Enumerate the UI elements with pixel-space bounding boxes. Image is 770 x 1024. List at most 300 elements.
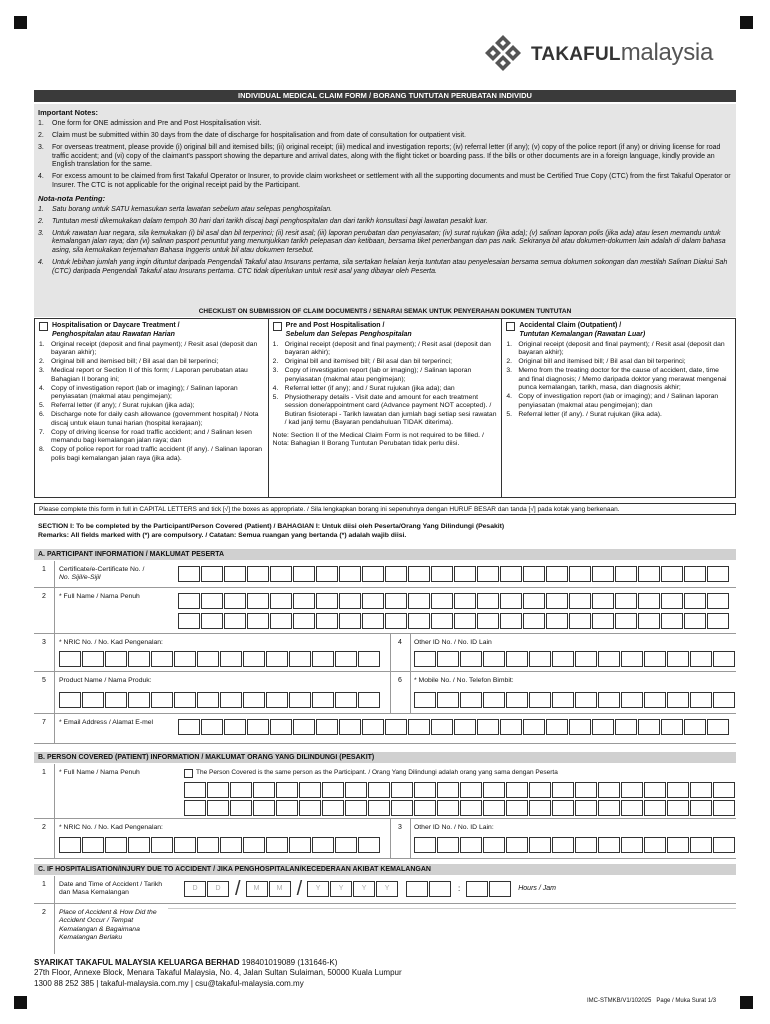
- char-box[interactable]: [362, 593, 384, 609]
- checklist-hospitalisation: Hospitalisation or Daycare Treatment / Penghospitalan atau Rawatan Harian 1. Original receipt (deposit and final payment); / Resit asal (deposit dan bayaran akhir); 2. Original bill and itemised bill; / Bil asal dan bil terperinci; 3. Medical report or Section II of this form; / Laporan perubatan atau Bahagian II borang ini; 4. Copy of investigation report (lab or imaging); / Salinan laporan penyiasatan (makmal atau pengimejan); 5. Referral letter (if any); / Surat rujukan (jika ada); 6. Discharge note for daily cash allowance (government hospital) / Nota discaj untuk elaun tunai harian (hospital kerajaan); 7. Copy of driving license for road traffic accident; and / Salinan lesen memandu bagi kemalangan jalan raya; dan 8. Copy of police report for road traffic accident (if any). / Salinan laporan polis bagi kemalangan jalan raya (jika ada).: [35, 319, 269, 497]
- char-box[interactable]: [460, 800, 482, 816]
- char-box[interactable]: [128, 692, 150, 708]
- char-box[interactable]: [437, 782, 459, 798]
- char-box[interactable]: [253, 800, 275, 816]
- char-box[interactable]: [201, 719, 223, 735]
- company-footer: SYARIKAT TAKAFUL MALAYSIA KELUARGA BERHAD 198401019089 (131646-K) 27th Floor, Annexe Block, Menara Takaful Malaysia, No. 4, Jalan Sultan Sulaiman, 50000 Kuala Lumpur 1300 88 252 385 | takaful-malaysia.com.my | csu@takaful-malaysia.com.my: [34, 958, 402, 988]
- char-box[interactable]: [483, 800, 505, 816]
- char-box[interactable]: [414, 837, 436, 853]
- char-box[interactable]: [243, 692, 265, 708]
- char-box[interactable]: [431, 719, 453, 735]
- char-box[interactable]: [59, 651, 81, 667]
- char-box[interactable]: [546, 566, 568, 582]
- char-box[interactable]: [385, 613, 407, 629]
- logo-mark-icon: [481, 33, 525, 73]
- char-box[interactable]: [408, 593, 430, 609]
- char-box[interactable]: [684, 566, 706, 582]
- registration-mark: [14, 996, 27, 1009]
- char-box[interactable]: [690, 651, 712, 667]
- char-box[interactable]: [546, 593, 568, 609]
- char-box[interactable]: [266, 837, 288, 853]
- char-box[interactable]: [667, 800, 689, 816]
- patient-nric-input[interactable]: [59, 837, 381, 853]
- char-box[interactable]: [592, 593, 614, 609]
- char-box[interactable]: [247, 613, 269, 629]
- char-box[interactable]: [460, 837, 482, 853]
- char-box[interactable]: [243, 651, 265, 667]
- char-box[interactable]: [506, 692, 528, 708]
- char-box[interactable]: [661, 613, 683, 629]
- char-box[interactable]: [483, 782, 505, 798]
- char-box[interactable]: [460, 782, 482, 798]
- registration-mark: [740, 996, 753, 1009]
- char-box[interactable]: [667, 651, 689, 667]
- char-box[interactable]: [178, 566, 200, 582]
- participant-name-input-line2[interactable]: [178, 613, 730, 629]
- char-box[interactable]: [483, 837, 505, 853]
- char-box[interactable]: [59, 692, 81, 708]
- char-box[interactable]: [454, 719, 476, 735]
- char-box[interactable]: [644, 782, 666, 798]
- char-box[interactable]: [128, 651, 150, 667]
- char-box[interactable]: [615, 566, 637, 582]
- certificate-number-input[interactable]: [178, 566, 730, 582]
- char-box[interactable]: [247, 593, 269, 609]
- checklist-item: 3. Medical report or Section II of this form; / Laporan perubatan atau Bahagian II borang ini;: [39, 367, 248, 383]
- char-box[interactable]: [437, 692, 459, 708]
- char-box[interactable]: [431, 613, 453, 629]
- char-box[interactable]: [184, 782, 206, 798]
- char-box[interactable]: [592, 566, 614, 582]
- mobile-number-input[interactable]: [414, 692, 736, 708]
- char-box[interactable]: [713, 837, 735, 853]
- char-box[interactable]: [500, 719, 522, 735]
- char-box[interactable]: [174, 692, 196, 708]
- accident-date-row: 1 Date and Time of Accident / Tarikh dan Masa Kemalangan D D / M M / Y Y Y Y : Hours / Jam: [34, 876, 736, 904]
- char-box[interactable]: [224, 566, 246, 582]
- char-box[interactable]: [385, 593, 407, 609]
- accident-date-input[interactable]: D D / M M / Y Y Y Y: [184, 881, 399, 897]
- char-box[interactable]: [460, 651, 482, 667]
- char-box[interactable]: [270, 719, 292, 735]
- participant-nric-input[interactable]: [59, 651, 381, 667]
- char-box[interactable]: [339, 593, 361, 609]
- char-box[interactable]: [224, 593, 246, 609]
- char-box[interactable]: [178, 593, 200, 609]
- char-box[interactable]: [414, 800, 436, 816]
- accident-place-row: 2 Place of Accident & How Did the Accident Occur / Tempat Kemalangan & Bagaimana Kemalangan Berlaku: [34, 904, 736, 954]
- char-box[interactable]: [385, 719, 407, 735]
- char-box[interactable]: [197, 837, 219, 853]
- char-box[interactable]: [615, 613, 637, 629]
- char-box[interactable]: [322, 782, 344, 798]
- char-box[interactable]: [293, 719, 315, 735]
- char-box[interactable]: [477, 613, 499, 629]
- registration-mark: [14, 16, 27, 29]
- char-box[interactable]: [201, 566, 223, 582]
- note-item-my: 2. Tuntutan mesti dikemukakan dalam tempoh 30 hari dari tarikh discaj bagi penghospitalan dan dari tarikh konsultasi bagi lawatan pesakit luar.: [38, 217, 488, 225]
- char-box[interactable]: [621, 800, 643, 816]
- checklist-item: 1. Original receipt (deposit and final payment); / Resit asal (deposit dan bayaran akhir);: [39, 340, 258, 357]
- char-box[interactable]: [546, 719, 568, 735]
- char-box[interactable]: [316, 719, 338, 735]
- char-box[interactable]: [289, 692, 311, 708]
- char-box[interactable]: [220, 651, 242, 667]
- char-box[interactable]: [358, 651, 380, 667]
- brand-name: TAKAFULmalaysia: [531, 39, 714, 66]
- char-box[interactable]: [345, 782, 367, 798]
- same-as-participant-checkbox[interactable]: [184, 769, 193, 778]
- char-box[interactable]: [615, 593, 637, 609]
- char-box[interactable]: [569, 593, 591, 609]
- char-box[interactable]: [569, 566, 591, 582]
- char-box[interactable]: [523, 719, 545, 735]
- char-box[interactable]: [506, 651, 528, 667]
- char-box[interactable]: [345, 800, 367, 816]
- patient-other-id-input[interactable]: [414, 837, 736, 853]
- checklist-item: 1. Original receipt (deposit and final payment); / Resit asal (deposit dan bayaran akhir);: [272, 340, 491, 357]
- char-box[interactable]: [621, 692, 643, 708]
- char-box[interactable]: [368, 782, 390, 798]
- char-box[interactable]: [178, 613, 200, 629]
- char-box[interactable]: [477, 593, 499, 609]
- char-box[interactable]: [690, 782, 712, 798]
- char-box[interactable]: [293, 613, 315, 629]
- char-box[interactable]: [174, 837, 196, 853]
- char-box[interactable]: [276, 782, 298, 798]
- char-box[interactable]: [289, 837, 311, 853]
- char-box[interactable]: [713, 651, 735, 667]
- char-box[interactable]: [316, 566, 338, 582]
- char-box[interactable]: [105, 651, 127, 667]
- checklist-note: Note: Section II of the Medical Claim Form is not required to be filled. / Nota: Bahagian II Borang Tuntutan Perubatan tidak perlu diisi.: [272, 431, 484, 448]
- char-box[interactable]: [529, 692, 551, 708]
- char-box[interactable]: [575, 692, 597, 708]
- char-box[interactable]: [598, 692, 620, 708]
- char-box[interactable]: [684, 593, 706, 609]
- char-box[interactable]: [690, 837, 712, 853]
- char-box[interactable]: [151, 837, 173, 853]
- char-box[interactable]: [408, 613, 430, 629]
- char-box[interactable]: [339, 719, 361, 735]
- checklist-item: 5. Referral letter (if any); / Surat rujukan (jika ada);: [39, 402, 195, 410]
- char-box[interactable]: [638, 566, 660, 582]
- char-box[interactable]: [299, 800, 321, 816]
- char-box[interactable]: [266, 692, 288, 708]
- char-box[interactable]: [178, 719, 200, 735]
- checklist-item: 4. Referral letter (if any); and / Surat rujukan (jika ada); dan: [272, 384, 455, 392]
- char-box[interactable]: [362, 613, 384, 629]
- accident-time-input[interactable]: : Hours / Jam: [406, 881, 556, 897]
- checklist-pre-post: Pre and Post Hospitalisation / Sebelum dan Selepas Penghospitalan 1. Original receipt (deposit and final payment); / Resit asal (deposit dan bayaran akhir); 2. Original bill and itemised bill; / Bil asal dan bil terperinci; 3. Copy of investigation report (lab or imaging); / Salinan laporan penyiasatan (makmal atau pengimejan); 4. Referral letter (if any); and / Surat rujukan (jika ada); dan 5. Physiotherapy details - Visit date and amount for each treatment session done/appointment card (Advance payment NOT accepted). / Butiran fisioterapi - Tarikh lawatan dan jumlah bagi setiap sesi rawatan / kad janji temu (Bayaran pendahuluan TIDAK diterima). Note: Section II of the Medical Claim Form is not required to be filled. / Nota: Bahagian II Borang Tuntutan Perubatan tidak perlu diisi.: [269, 319, 503, 497]
- registration-mark: [740, 16, 753, 29]
- char-box[interactable]: [224, 613, 246, 629]
- char-box[interactable]: [454, 613, 476, 629]
- char-box[interactable]: [201, 613, 223, 629]
- checklist-item: 6. Discharge note for daily cash allowance (government hospital) / Nota discaj untuk elaun tunai harian (hospital kerajaan);: [39, 411, 259, 427]
- char-box[interactable]: [523, 566, 545, 582]
- char-box[interactable]: [207, 800, 229, 816]
- checklist-item: 3. Copy of investigation report (lab or imaging); / Salinan laporan penyiasatan (makmal atau pengimejan);: [272, 367, 472, 383]
- char-box[interactable]: [293, 566, 315, 582]
- char-box[interactable]: [500, 566, 522, 582]
- char-box[interactable]: [289, 651, 311, 667]
- char-box[interactable]: [707, 593, 729, 609]
- note-item: 3. For overseas treatment, please provide (i) original bill and itemised bills; (ii) original receipt; (iii) medical and investigation reports; (iv) referral letter (if any); (v) copy of the police report (if any) or driving license for road traffic accident; and (vi) copy of the claimant's passport showing the departure and arrival dates, along with the flight ticket or boarding pass. If the bills or other documents are in a foreign language, kindly provide an English translation for the same.: [38, 143, 721, 169]
- char-box[interactable]: [253, 782, 275, 798]
- char-box[interactable]: [661, 593, 683, 609]
- char-box[interactable]: [408, 566, 430, 582]
- char-box[interactable]: [638, 593, 660, 609]
- notes-heading-my: Nota-nota Penting:: [38, 193, 106, 203]
- note-item-my: 3. Untuk rawatan luar negara, sila kemukakan (i) bil asal dan bil terperinci; (ii) resit asal; (iii) laporan perubatan dan penyiasatan; (iv) surat rujukan (jika ada); (v) salinan laporan polis (jika ada) atau lesen memandu untuk kemalangan jalan raya; dan (vi) salinan pasport penuntut yang menunjukkan tarikh pelepasan dan ketibaan, bersama tiket penerbangan dan pas naik. Sekiranya bil atau dokumen-dokumen lain adalah di dalam bahasa asing, sila kemukakan terjemahan Bahasa Inggeris untuk bil atau dokumen tersebut.: [38, 229, 726, 254]
- char-box[interactable]: [151, 692, 173, 708]
- note-item-my: 4. Untuk lebihan jumlah yang ingin dituntut daripada Pengendali Takaful atau Insurans pertama, sila sertakan helaian kerja tuntutan atau penyelesaian bersama semua dokumen sokongan dan mestilah Salinan Diakui Sah (CTC) daripada Pengendali Takaful atau Insurans pertama. CTC tidak diperlukan untuk resit asal yang dibayar oleh Peserta.: [38, 258, 728, 275]
- char-box[interactable]: [569, 613, 591, 629]
- char-box[interactable]: [483, 651, 505, 667]
- char-box[interactable]: [638, 719, 660, 735]
- char-box[interactable]: [335, 837, 357, 853]
- char-box[interactable]: [266, 651, 288, 667]
- char-box[interactable]: [454, 566, 476, 582]
- char-box[interactable]: [128, 837, 150, 853]
- char-box[interactable]: [615, 719, 637, 735]
- char-box[interactable]: [506, 782, 528, 798]
- char-box[interactable]: [276, 800, 298, 816]
- char-box[interactable]: [575, 837, 597, 853]
- char-box[interactable]: [312, 692, 334, 708]
- char-box[interactable]: [247, 719, 269, 735]
- char-box[interactable]: [201, 593, 223, 609]
- char-box[interactable]: [621, 651, 643, 667]
- char-box[interactable]: [385, 566, 407, 582]
- char-box[interactable]: [59, 837, 81, 853]
- char-box[interactable]: [82, 692, 104, 708]
- char-box[interactable]: [575, 782, 597, 798]
- char-box[interactable]: [270, 593, 292, 609]
- checklist-item: 2. Original bill and itemised bill; / Bil asal dan bil terperinci;: [39, 358, 219, 366]
- char-box[interactable]: [220, 692, 242, 708]
- char-box[interactable]: [529, 782, 551, 798]
- accidental-checkbox[interactable]: [506, 322, 515, 331]
- char-box[interactable]: [667, 837, 689, 853]
- char-box[interactable]: [690, 692, 712, 708]
- char-box[interactable]: [575, 800, 597, 816]
- char-box[interactable]: [362, 566, 384, 582]
- checklist-item: 2. Original bill and itemised bill; / Bil asal dan bil terperinci;: [506, 358, 686, 366]
- char-box[interactable]: [431, 593, 453, 609]
- checklist-item: 8. Copy of police report for road traffic accident (if any). / Salinan laporan polis bagi kemalangan jalan raya (jika ada).: [39, 446, 263, 462]
- char-box[interactable]: [82, 651, 104, 667]
- char-box[interactable]: [293, 593, 315, 609]
- char-box[interactable]: [270, 613, 292, 629]
- char-box[interactable]: [224, 719, 246, 735]
- char-box[interactable]: [197, 692, 219, 708]
- char-box[interactable]: [644, 837, 666, 853]
- important-notes: [34, 104, 736, 317]
- accident-place-input[interactable]: [168, 908, 736, 950]
- patient-nric-row: 2 * NRIC No. / No. Kad Pengenalan: 3 Other ID No. / No. ID Lain:: [34, 819, 736, 859]
- char-box[interactable]: [713, 800, 735, 816]
- char-box[interactable]: [598, 837, 620, 853]
- char-box[interactable]: [569, 719, 591, 735]
- email-row: 7 * Email Address / Alamat E-mel: [34, 714, 736, 744]
- char-box[interactable]: [414, 651, 436, 667]
- email-input[interactable]: [178, 719, 730, 735]
- char-box[interactable]: [414, 782, 436, 798]
- checklist-item: 4. Copy of investigation report (lab or imaging); and / Salinan laporan penyiasatan (makmal atau pengimejan); dan: [506, 393, 719, 409]
- checklist: [34, 318, 736, 498]
- char-box[interactable]: [335, 651, 357, 667]
- char-box[interactable]: [684, 613, 706, 629]
- checklist-item: 2. Original bill and itemised bill; / Bil asal dan bil terperinci;: [272, 358, 453, 366]
- note-item: 4. For excess amount to be claimed from first Takaful Operator or Insurer, to provide claim worksheet or settlement with all the supporting documents and must be Certified True Copy (CTC) from the first Takaful Operator or Insurer. The CTC is not applicable for the original receipt paid by the Participant.: [38, 173, 731, 189]
- char-box[interactable]: [197, 651, 219, 667]
- char-box[interactable]: [339, 613, 361, 629]
- char-box[interactable]: [184, 800, 206, 816]
- char-box[interactable]: [713, 782, 735, 798]
- hospitalisation-checkbox[interactable]: [39, 322, 48, 331]
- char-box[interactable]: [598, 782, 620, 798]
- participant-name-row: 2 * Full Name / Nama Penuh: [34, 588, 736, 634]
- char-box[interactable]: [546, 613, 568, 629]
- char-box[interactable]: [322, 800, 344, 816]
- char-box[interactable]: [592, 613, 614, 629]
- section-1-heading: SECTION I: To be completed by the Participant/Person Covered (Patient) / BAHAGIAN I: Untuk diisi oleh Peserta/Orang Yang Dilindungi (Pesakit) Remarks: All fields marked with (*) are compulsory. / Catatan: Semua ruangan yang bertanda (*) adalah wajib diisi.: [38, 523, 505, 540]
- char-box[interactable]: [707, 613, 729, 629]
- form-title: INDIVIDUAL MEDICAL CLAIM FORM / BORANG TUNTUTAN PERUBATAN INDIVIDU: [34, 90, 736, 102]
- char-box[interactable]: [552, 800, 574, 816]
- char-box[interactable]: [243, 837, 265, 853]
- char-box[interactable]: [82, 837, 104, 853]
- char-box[interactable]: [477, 719, 499, 735]
- char-box[interactable]: [667, 692, 689, 708]
- char-box[interactable]: [644, 651, 666, 667]
- char-box[interactable]: [408, 719, 430, 735]
- product-name-input[interactable]: [59, 692, 381, 708]
- char-box[interactable]: [500, 593, 522, 609]
- char-box[interactable]: [552, 651, 574, 667]
- char-box[interactable]: [437, 651, 459, 667]
- char-box[interactable]: [391, 782, 413, 798]
- char-box[interactable]: [621, 782, 643, 798]
- char-box[interactable]: [105, 692, 127, 708]
- char-box[interactable]: [483, 692, 505, 708]
- char-box[interactable]: [598, 800, 620, 816]
- char-box[interactable]: [362, 719, 384, 735]
- char-box[interactable]: [667, 782, 689, 798]
- char-box[interactable]: [358, 837, 380, 853]
- char-box[interactable]: [552, 692, 574, 708]
- char-box[interactable]: [638, 613, 660, 629]
- char-box[interactable]: [621, 837, 643, 853]
- char-box[interactable]: [506, 800, 528, 816]
- char-box[interactable]: [661, 719, 683, 735]
- char-box[interactable]: [391, 800, 413, 816]
- person-covered-heading: B. PERSON COVERED (PATIENT) INFORMATION / MAKLUMAT ORANG YANG DILINDUNGI (PESAKIT): [34, 752, 736, 763]
- checklist-item: 5. Physiotherapy details - Visit date and amount for each treatment session done/appointment card (Advance payment NOT accepted). / Butiran fisioterapi - Tarikh lawatan dan jumlah bagi setiap sesi rawatan / kad janji temu (Bayaran pendahuluan TIDAK diterima).: [272, 393, 497, 427]
- char-box[interactable]: [316, 613, 338, 629]
- checklist-accidental: Accidental Claim (Outpatient) / Tuntutan Kemalangan (Rawatan Luar) 1. Original receipt (deposit and final payment); / Resit asal (deposit dan bayaran akhir); 2. Original bill and itemised bill; / Bil asal dan bil terperinci; 3. Memo from the treating doctor for the cause of accident, date, time and final diagnosis; / Memo daripada doktor yang merawat mengenai punca kemalangan, tarikh, masa, dan diagnosis akhir; 4. Copy of investigation report (lab or imaging); and / Salinan laporan penyiasatan (makmal atau pengimejan); dan 5. Referral letter (if any). / Surat rujukan (jika ada).: [502, 319, 735, 497]
- char-box[interactable]: [312, 651, 334, 667]
- participant-name-input[interactable]: [178, 593, 730, 609]
- checklist-item: 1. Original receipt (deposit and final payment); / Resit asal (deposit dan bayaran akhir);: [506, 340, 725, 357]
- char-box[interactable]: [552, 837, 574, 853]
- participant-info-heading: A. PARTICIPANT INFORMATION / MAKLUMAT PESERTA: [34, 549, 736, 560]
- char-box[interactable]: [523, 613, 545, 629]
- char-box[interactable]: [437, 837, 459, 853]
- char-box[interactable]: [460, 692, 482, 708]
- char-box[interactable]: [552, 782, 574, 798]
- char-box[interactable]: [414, 692, 436, 708]
- char-box[interactable]: [707, 719, 729, 735]
- char-box[interactable]: [151, 651, 173, 667]
- form-instruction: Please complete this form in full in CAPITAL LETTERS and tick [√] the boxes as appropriate. / Sila lengkapkan borang ini sepenuhnya dengan HURUF BESAR dan tanda [√] pada kotak yang berkenaan.: [34, 503, 736, 515]
- char-box[interactable]: [598, 651, 620, 667]
- char-box[interactable]: [299, 782, 321, 798]
- char-box[interactable]: [575, 651, 597, 667]
- patient-name-row: 1 * Full Name / Nama Penuh The Person Covered is the same person as the Participant. / Orang Yang Dilindungi adalah orang yang sama dengan Peserta: [34, 764, 736, 819]
- pre-post-checkbox[interactable]: [273, 322, 282, 331]
- checklist-title: CHECKLIST ON SUBMISSION OF CLAIM DOCUMENTS / SENARAI SEMAK UNTUK PENYERAHAN DOKUMEN TUNTUTAN: [34, 307, 736, 317]
- char-box[interactable]: [270, 566, 292, 582]
- char-box[interactable]: [316, 593, 338, 609]
- char-box[interactable]: [690, 800, 712, 816]
- certificate-row: 1 Certificate/e-Certificate No. / No. Sijil/e-Sijil: [34, 561, 736, 588]
- char-box[interactable]: [358, 692, 380, 708]
- checklist-item: 4. Copy of investigation report (lab or imaging); / Salinan laporan penyiasatan (makmal atau pengimejan);: [39, 384, 238, 401]
- char-box[interactable]: [523, 593, 545, 609]
- char-box[interactable]: [684, 719, 706, 735]
- char-box[interactable]: [661, 566, 683, 582]
- char-box[interactable]: [506, 837, 528, 853]
- char-box[interactable]: [105, 837, 127, 853]
- char-box[interactable]: [529, 837, 551, 853]
- char-box[interactable]: [454, 593, 476, 609]
- char-box[interactable]: [529, 800, 551, 816]
- char-box[interactable]: [592, 719, 614, 735]
- char-box[interactable]: [247, 566, 269, 582]
- char-box[interactable]: [437, 800, 459, 816]
- char-box[interactable]: [174, 651, 196, 667]
- char-box[interactable]: [431, 566, 453, 582]
- char-box[interactable]: [477, 566, 499, 582]
- patient-name-input[interactable]: [184, 782, 736, 798]
- char-box[interactable]: [339, 566, 361, 582]
- char-box[interactable]: [500, 613, 522, 629]
- char-box[interactable]: [207, 782, 229, 798]
- notes-heading: Important Notes:: [38, 108, 98, 117]
- char-box[interactable]: [707, 566, 729, 582]
- char-box[interactable]: [713, 692, 735, 708]
- checklist-item: 7. Copy of driving license for road traffic accident; and / Salinan lesen memandu bagi kemalangan jalan raya; dan: [39, 428, 252, 445]
- char-box[interactable]: [312, 837, 334, 853]
- patient-name-input-line2[interactable]: [184, 800, 736, 816]
- char-box[interactable]: [368, 800, 390, 816]
- char-box[interactable]: [230, 782, 252, 798]
- char-box[interactable]: [529, 651, 551, 667]
- char-box[interactable]: [335, 692, 357, 708]
- checklist-item: 5. Referral letter (if any). / Surat rujukan (jika ada).: [506, 410, 662, 418]
- participant-other-id-input[interactable]: [414, 651, 736, 667]
- nric-row: 3 * NRIC No. / No. Kad Pengenalan: 4 Other ID No. / No. ID Lain: [34, 634, 736, 672]
- char-box[interactable]: [230, 800, 252, 816]
- char-box[interactable]: [220, 837, 242, 853]
- char-box[interactable]: [644, 800, 666, 816]
- company-logo: [481, 33, 713, 73]
- char-box[interactable]: [644, 692, 666, 708]
- product-mobile-row: 5 Product Name / Nama Produk: 6 * Mobile No. / No. Telefon Bimbit:: [34, 672, 736, 714]
